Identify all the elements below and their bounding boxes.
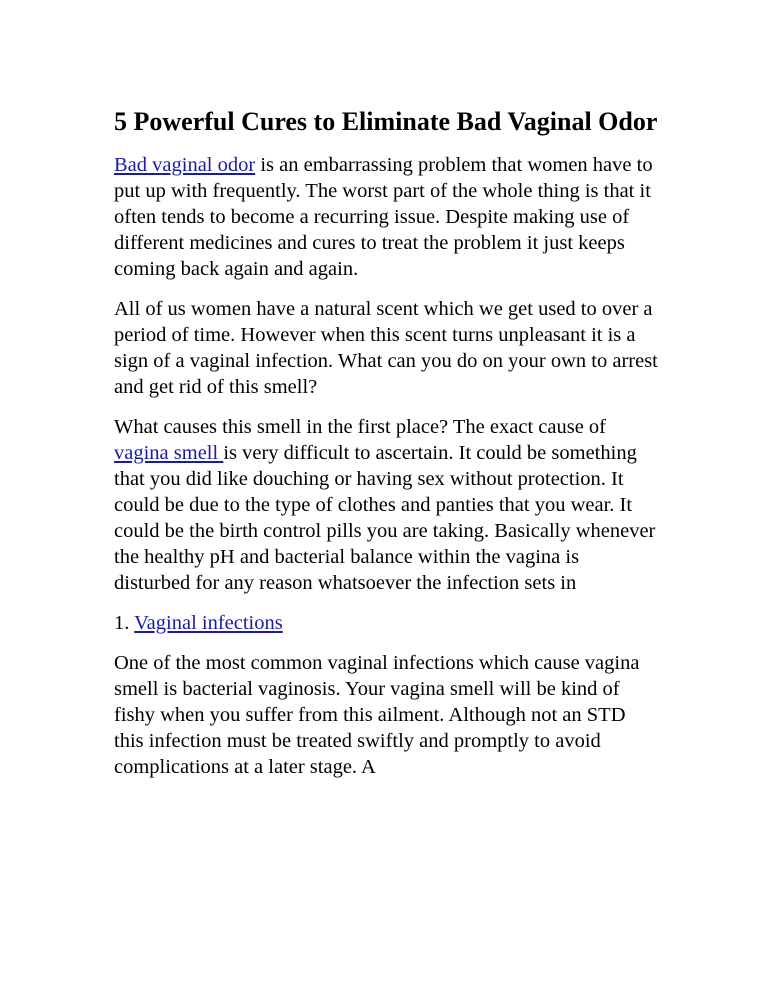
paragraph-causes-after: is very difficult to ascertain. It could be something that you did like douching or having sex without protection. It could be due to the type of clothes and panties that you wear. It could be the birth control pills you are taking. Basically whenever the healthy pH and bacterial balance within the vagina is disturbed for any reason whatsoever the infection sets in	[114, 442, 656, 594]
bad-vaginal-odor-link[interactable]: Bad vaginal odor	[114, 154, 256, 176]
vaginal-infections-link[interactable]: Vaginal infections	[134, 612, 283, 634]
paragraph-intro-text: is an embarrassing problem that women have to put up with frequently. The worst part of the whole thing is that it often tends to become a recurring issue. Despite making use of different medicines and cures to treat the problem it just keeps coming back again and again.	[114, 154, 653, 280]
article-title: 5 Powerful Cures to Eliminate Bad Vaginal Odor	[114, 107, 658, 136]
paragraph-natural-scent: All of us women have a natural scent which we get used to over a period of time. However when this scent turns unpleasant it is a sign of a vaginal infection. What can you do on your own to arrest and get rid of this smell?	[114, 298, 658, 398]
paragraph-bacterial-vaginosis: One of the most common vaginal infections which cause vagina smell is bacterial vaginosis. Your vagina smell will be kind of fishy when you suffer from this ailment. Although not an STD this infection must be treated swiftly and promptly to avoid complications at a later stage. A	[114, 652, 640, 778]
paragraph-causes-before: What causes this smell in the first place? The exact cause of	[114, 416, 606, 438]
section-number: 1.	[114, 612, 135, 634]
document-page	[114, 104, 659, 794]
vagina-smell-link[interactable]: vagina smell	[114, 442, 224, 464]
section-heading-vaginal-infections	[114, 610, 659, 636]
paragraph-causes	[114, 414, 659, 596]
paragraph-intro	[114, 152, 659, 282]
